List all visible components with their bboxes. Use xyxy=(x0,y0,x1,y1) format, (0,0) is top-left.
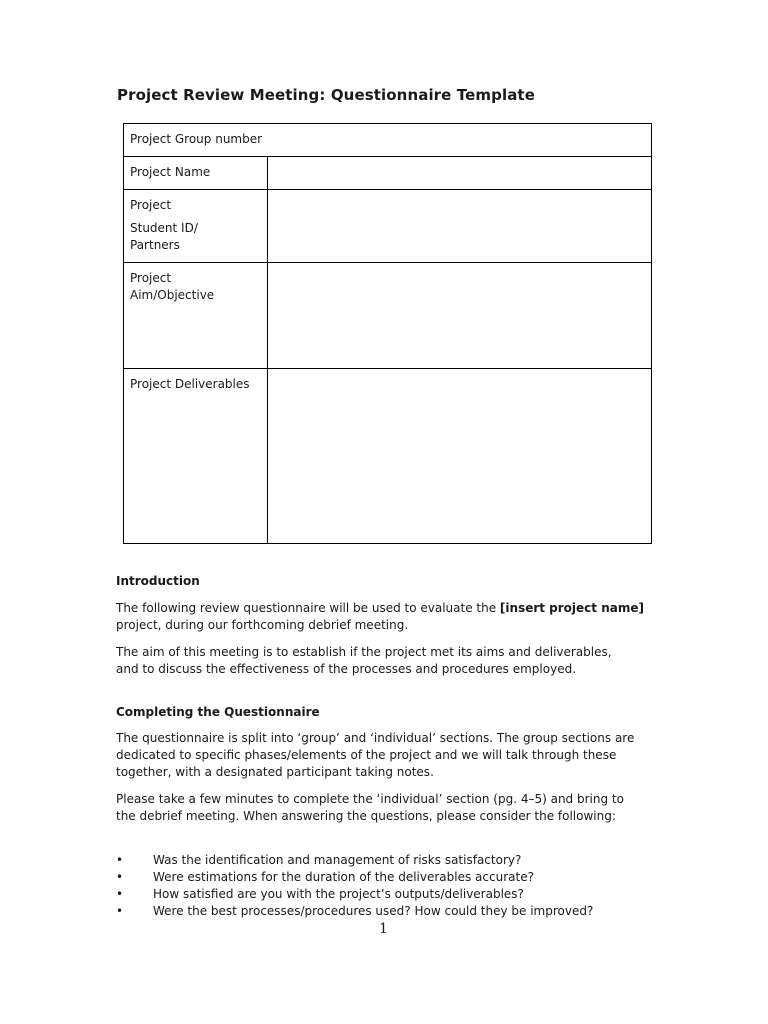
list-item-text: Was the identification and management of risks satisfactory? xyxy=(153,853,522,867)
student-label-line-2: Student ID/ xyxy=(130,221,198,235)
student-id-label xyxy=(124,190,268,262)
list-item-text: Were the best processes/procedures used? How could they be improved? xyxy=(153,904,594,918)
list-item xyxy=(116,903,676,920)
project-name-field[interactable] xyxy=(268,157,651,189)
student-label-line-1: Project xyxy=(130,198,172,212)
intro-p1-text-b: project, during our forthcoming debrief meeting. xyxy=(116,618,409,632)
bullet-icon: • xyxy=(116,853,124,867)
introduction-paragraph-1 xyxy=(116,600,656,634)
row-project-name xyxy=(124,157,651,190)
page-number: 1 xyxy=(379,921,388,937)
consideration-list xyxy=(116,852,676,920)
list-item-text: How satisfied are you with the project’s outputs/deliverables? xyxy=(153,887,524,901)
completing-paragraph-1: The questionnaire is split into ‘group’ and ‘individual’ sections. The group sections are dedicated to specific phases/elements of the project and we will talk through these together, with a designated participant taking notes. xyxy=(116,731,635,779)
aim-label-line-2: Aim/Objective xyxy=(130,288,215,302)
deliverables-label: Project Deliverables xyxy=(124,369,268,543)
list-item-text: Were estimations for the duration of the deliverables accurate? xyxy=(153,870,534,884)
project-name-label: Project Name xyxy=(124,157,268,189)
aim-label-line-1: Project xyxy=(130,271,172,285)
list-item xyxy=(116,869,676,886)
student-id-field[interactable] xyxy=(268,190,651,262)
bullet-icon: • xyxy=(116,870,124,884)
completing-paragraph-2: Please take a few minutes to complete the ‘individual’ section (pg. 4–5) and bring to the debrief meeting. When answering the questions, please consider the following: xyxy=(116,792,624,823)
deliverables-field[interactable] xyxy=(268,369,651,543)
list-item xyxy=(116,886,676,903)
row-aim xyxy=(124,263,651,369)
introduction-heading: Introduction xyxy=(116,574,200,588)
intro-p1-text-a: The following review questionnaire will be used to evaluate the xyxy=(116,601,500,615)
aim-field[interactable] xyxy=(268,263,651,368)
list-item xyxy=(116,852,676,869)
bullet-icon: • xyxy=(116,904,124,918)
insert-project-name-placeholder: [insert project name] xyxy=(499,601,644,615)
aim-label xyxy=(124,263,268,368)
introduction-paragraph-2: The aim of this meeting is to establish if the project met its aims and deliverables, and to discuss the effectiveness of the processes and procedures employed. xyxy=(116,645,612,676)
completing-heading: Completing the Questionnaire xyxy=(116,705,320,719)
row-student-id xyxy=(124,190,651,263)
document-title: Project Review Meeting: Questionnaire Template xyxy=(117,86,535,104)
row-deliverables xyxy=(124,369,651,543)
bullet-icon: • xyxy=(116,887,124,901)
project-info-table xyxy=(123,123,652,544)
student-label-line-3: Partners xyxy=(130,238,180,252)
row-group-number xyxy=(124,124,651,157)
group-number-label: Project Group number xyxy=(130,132,263,146)
